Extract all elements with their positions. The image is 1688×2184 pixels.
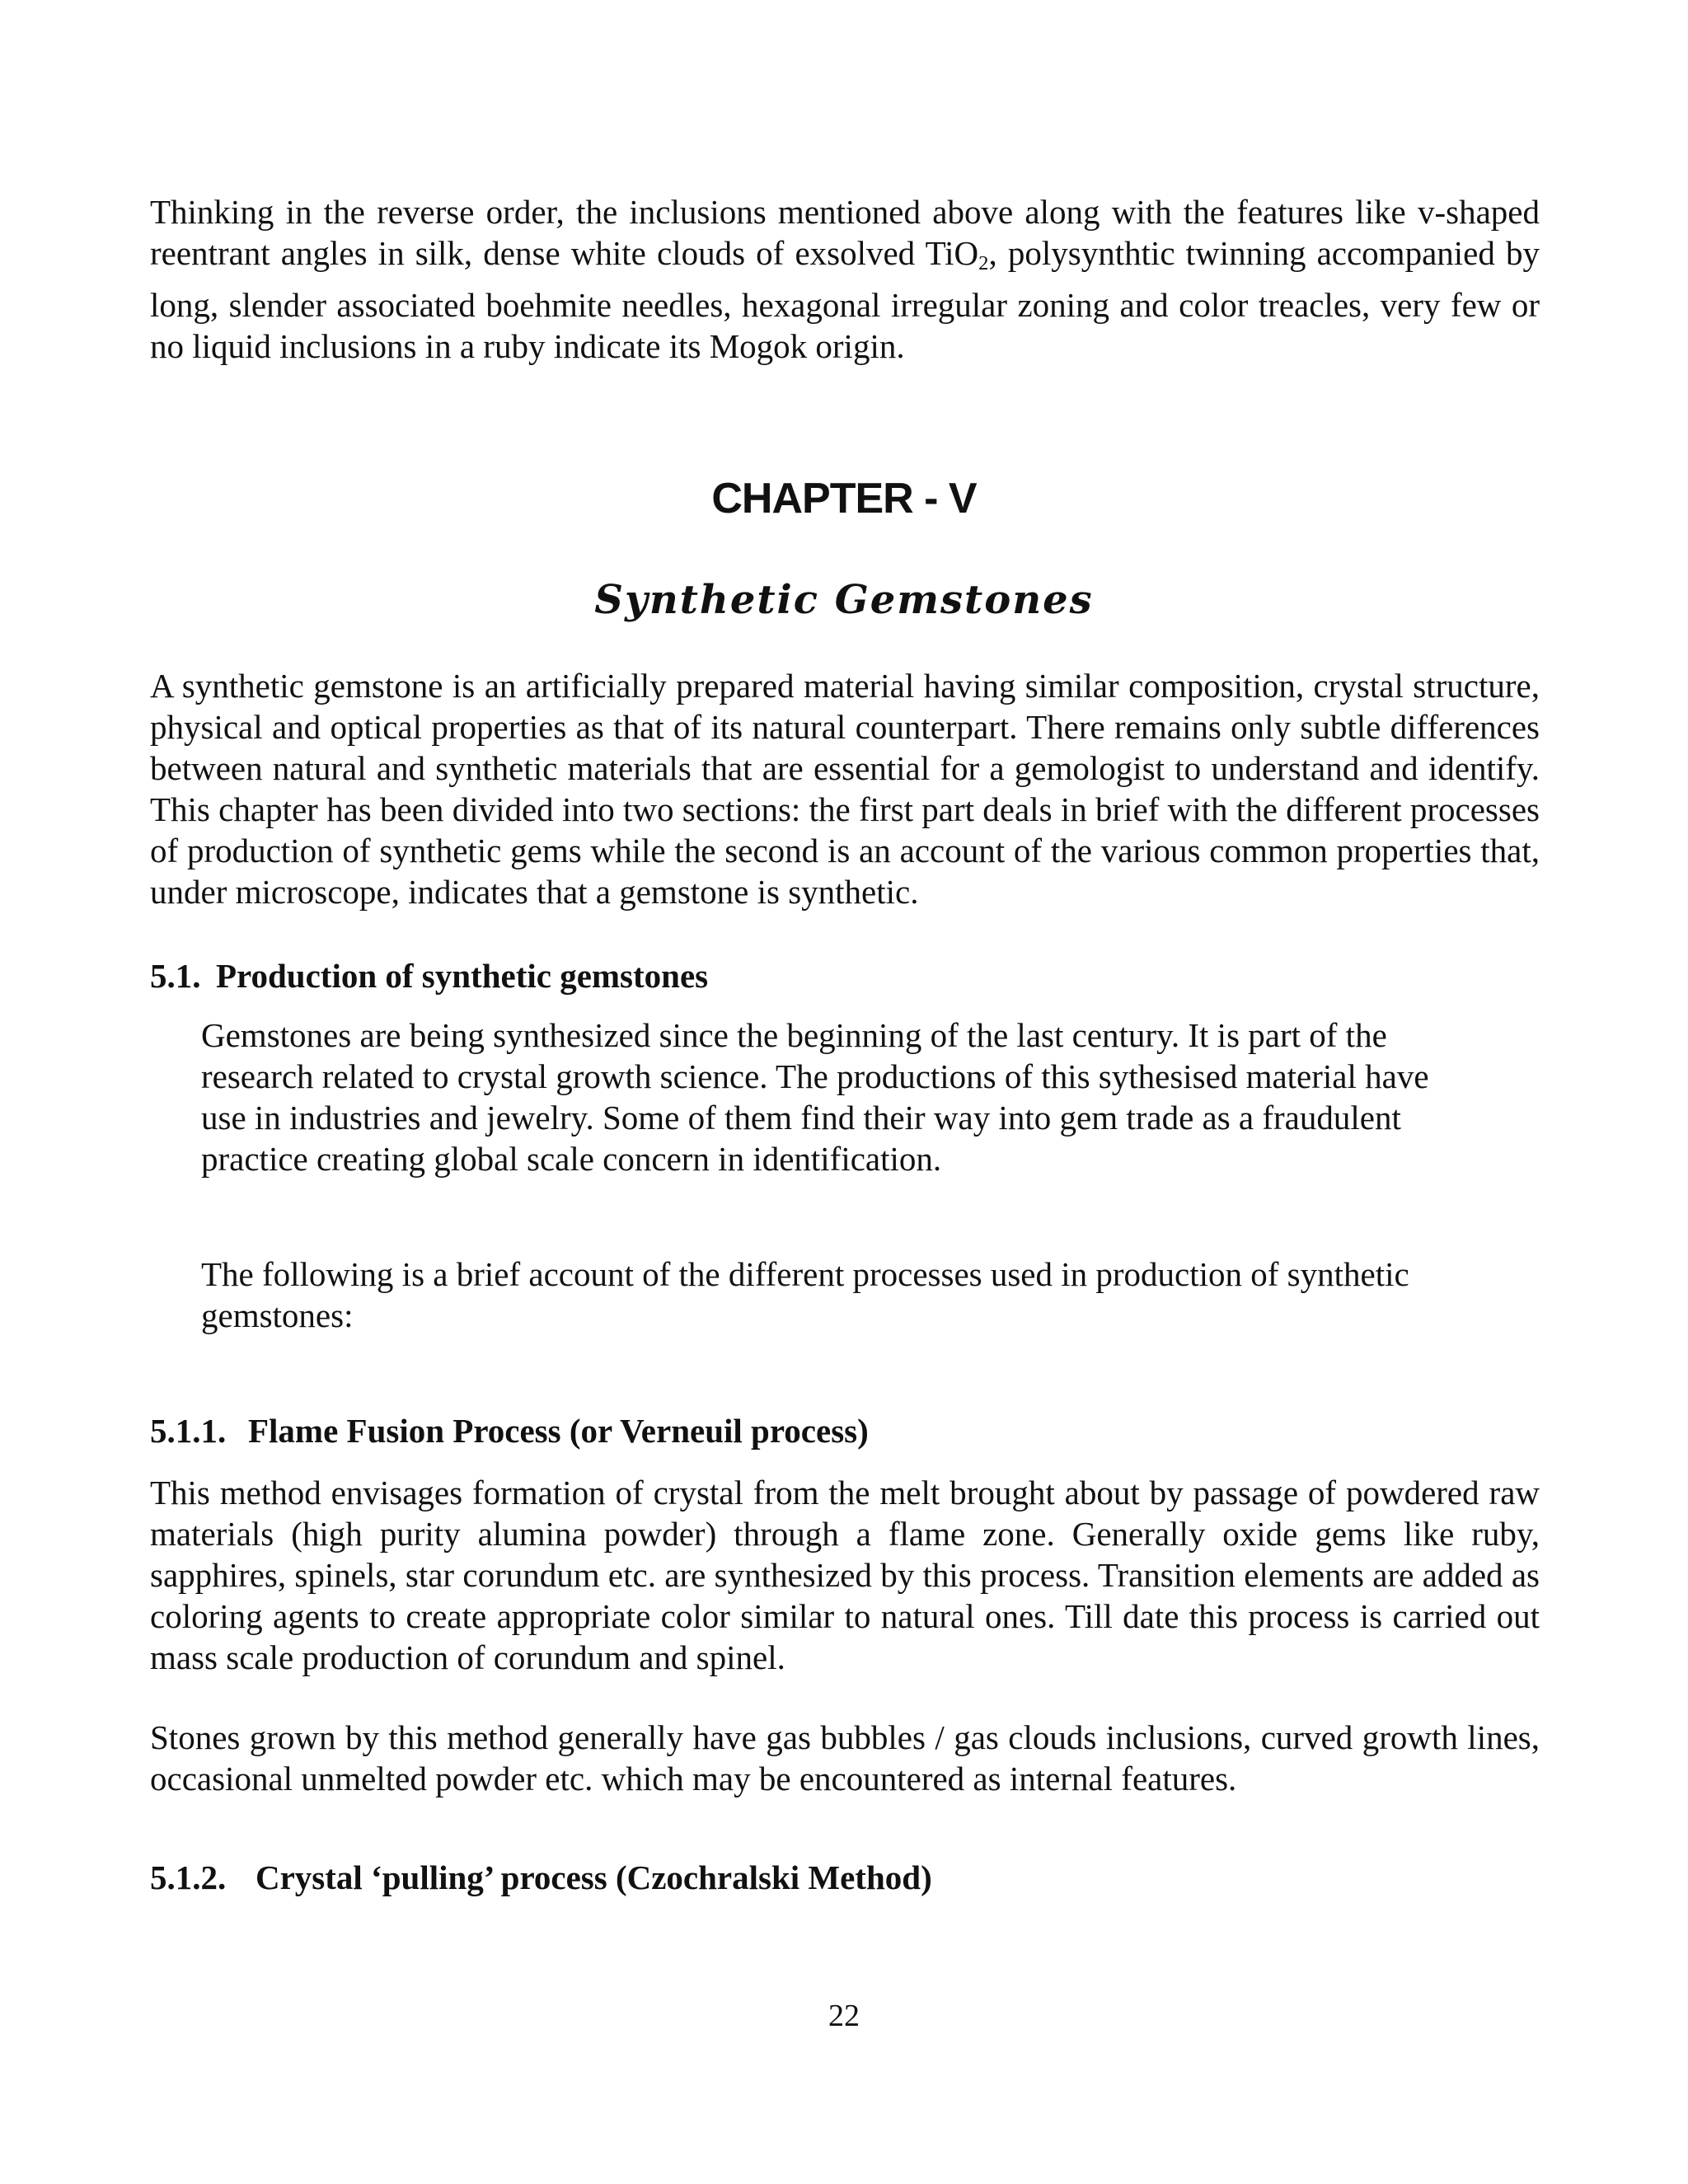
section-5-1-p1-line-1: Gemstones are being synthesized since the beginning of the last century. It is part of the (201, 1016, 1387, 1054)
section-5-1-p1-line-3: use in industries and jewelry. Some of them find their way into gem trade as a fraudulent (201, 1099, 1401, 1137)
section-5-1-p2-line-1: The following is a brief account of the different processes used in production of synthetic (201, 1255, 1409, 1293)
intro-text-a: Thinking in the reverse order, the inclusions mentioned above along with the features like v-shaped reentrant angles in silk, dense white clouds of exsolved TiO (150, 193, 1540, 272)
subscript-2: 2 (978, 252, 989, 275)
chapter-title: Synthetic Gemstones (594, 577, 1094, 623)
section-5-1-title: Production of synthetic gemstones (216, 957, 709, 995)
section-5-1-2-number: 5.1.2. (150, 1858, 227, 1896)
section-5-1-1-paragraph-1: This method envisages formation of crystal from the melt brought about by passage of powdered raw materials (high purity alumina powder) through a flame zone. Generally oxide gems like ruby, sapphires, spinels, star corundum etc. are synthesized by this process. Transition elements are added as coloring agents to create appropriate color similar to natural ones. Till date this process is carried out mass scale production of corundum and spinel. (150, 1474, 1540, 1676)
section-5-1-2-heading (150, 1857, 932, 1898)
section-5-1-1-heading (150, 1410, 869, 1451)
section-5-1-1-title: Flame Fusion Process (or Verneuil process) (248, 1412, 869, 1450)
section-5-1-paragraph-1 (201, 1015, 1512, 1179)
section-5-1-p2-line-2: gemstones: (201, 1296, 354, 1334)
chapter-intro-paragraph: A synthetic gemstone is an artificially prepared material having similar composition, crystal structure, physical and optical properties as that of its natural counterpart. There remains only subtle differences between natural and synthetic materials that are essential for a gemologist to understand and identify. This chapter has been divided into two sections: the first part deals in brief with the different processes of production of synthetic gems while the second is an account of the various common properties that, under microscope, indicates that a gemstone is synthetic. (150, 667, 1540, 911)
section-5-1-1-paragraph-2: Stones grown by this method generally have gas bubbles / gas clouds inclusions, curved growth lines, occasional unmelted powder etc. which may be encountered as internal features. (150, 1718, 1540, 1797)
section-5-1-2-title: Crystal ‘pulling’ process (Czochralski Method) (256, 1858, 932, 1896)
intro-text-b: , polysynthtic twinning accompanied by long, slender associated boehmite needles, hexagonal irregular zoning and color treacles, very few or no liquid inclusions in a ruby indicate its Mogok origin. (150, 234, 1540, 366)
chapter-label: CHAPTER - V (711, 475, 977, 523)
section-5-1-paragraph-2 (201, 1254, 1512, 1336)
section-5-1-heading (150, 955, 708, 996)
intro-paragraph (150, 191, 1540, 367)
section-5-1-p1-line-2: research related to crystal growth science. The productions of this sythesised material have (201, 1057, 1429, 1095)
section-5-1-number: 5.1. (150, 957, 201, 995)
section-5-1-p1-line-4: practice creating global scale concern in identification. (201, 1140, 942, 1178)
page-number: 22 (828, 1999, 860, 2033)
section-5-1-1-number: 5.1.1. (150, 1412, 227, 1450)
